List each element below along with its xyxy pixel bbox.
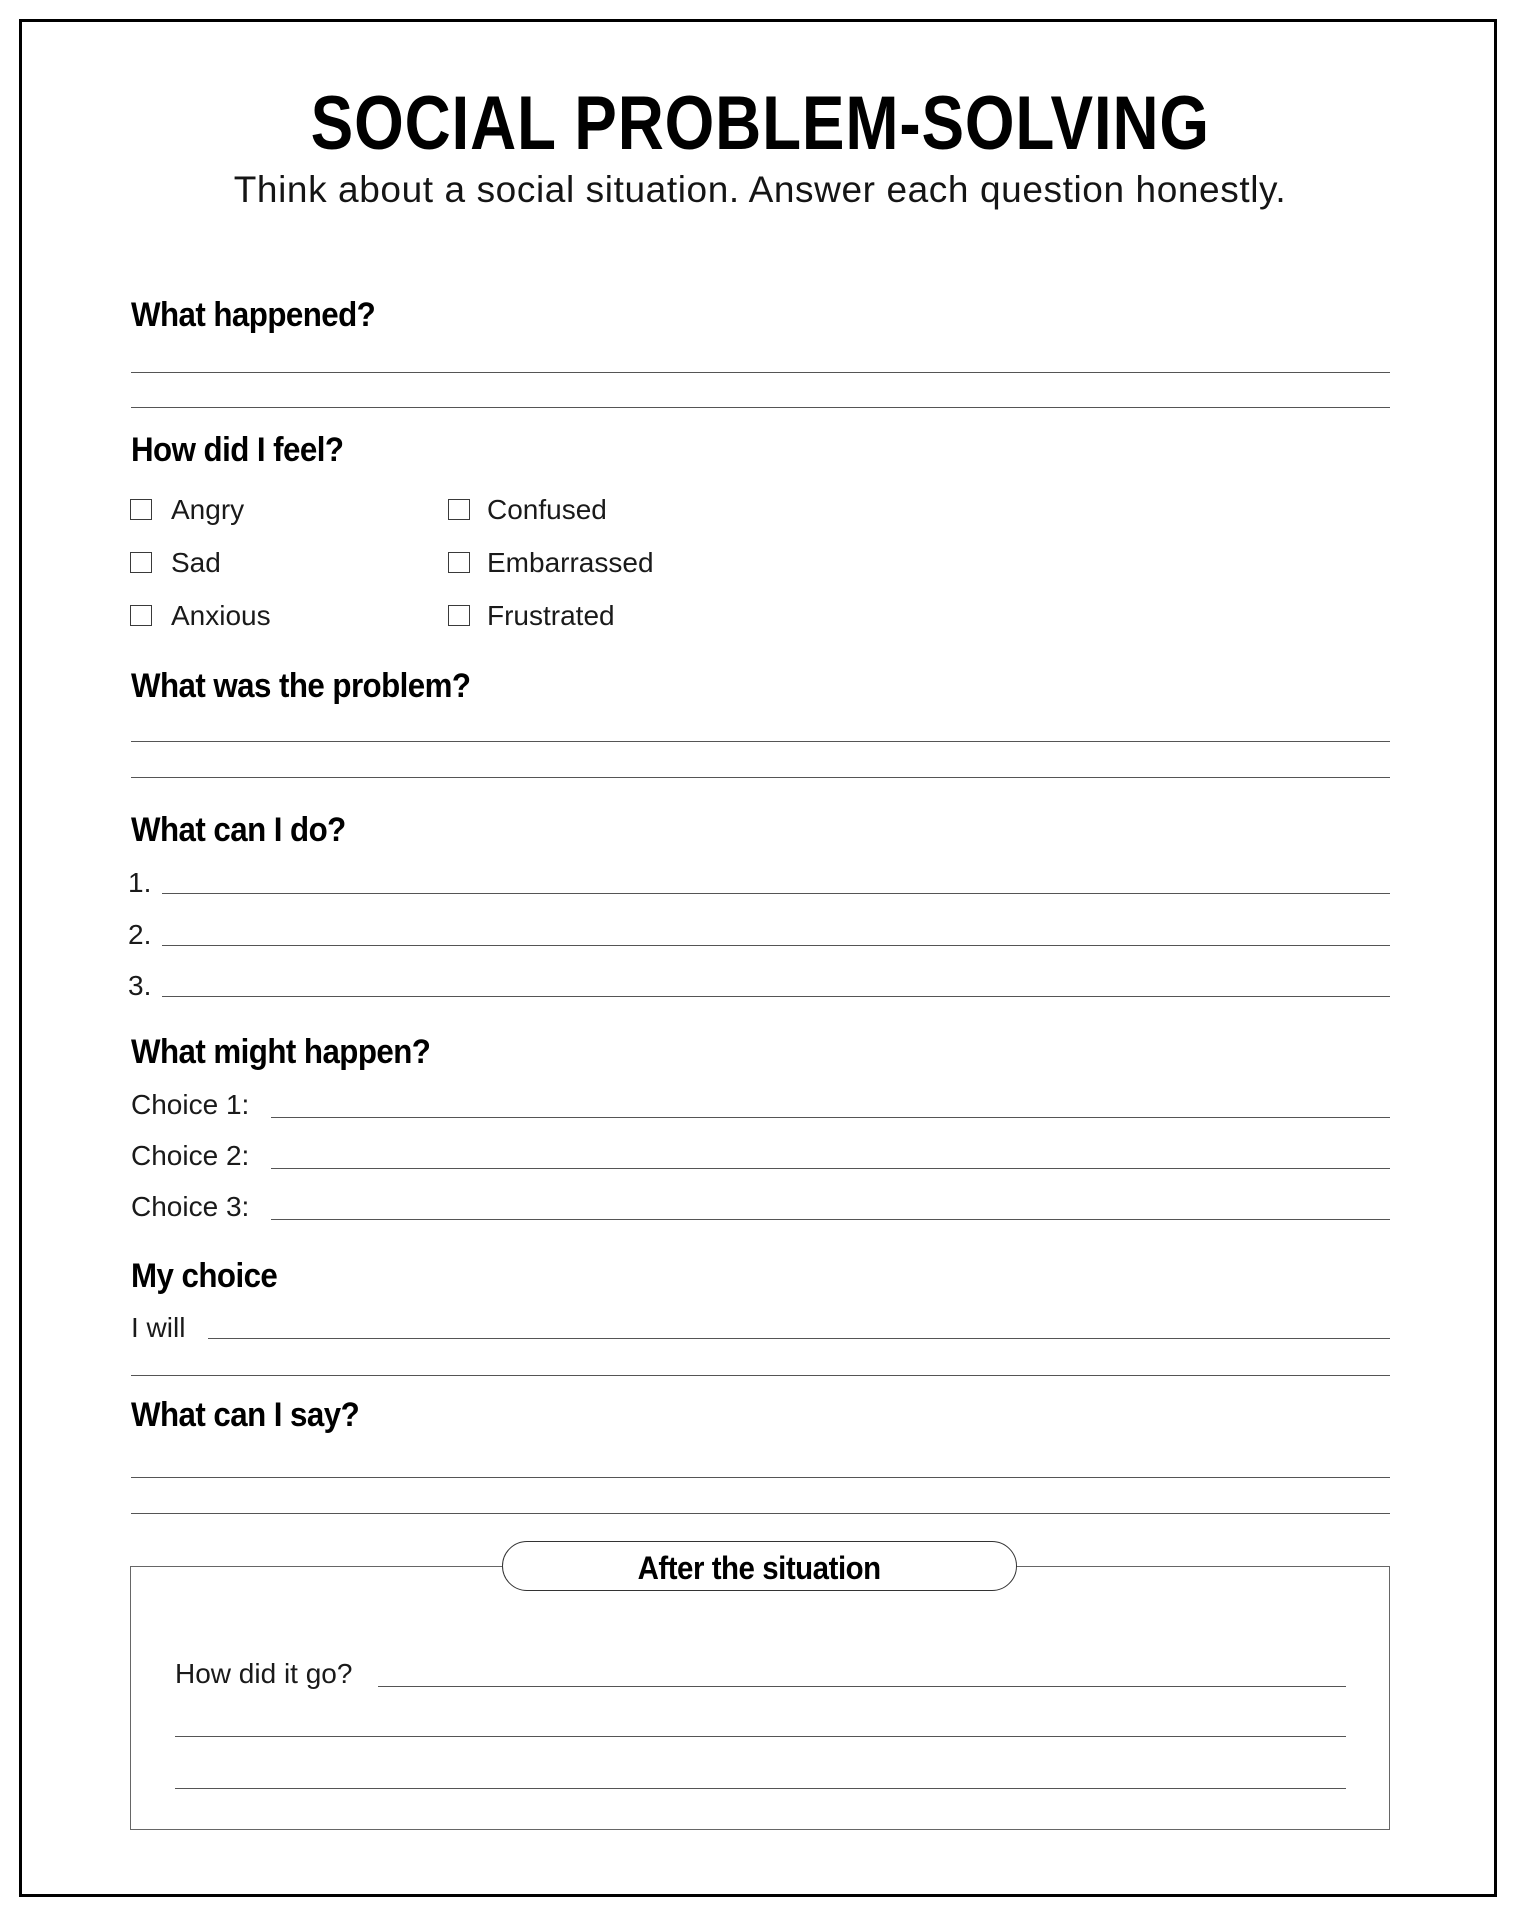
my-choice-prompt: I will xyxy=(131,1312,186,1343)
heading-my-choice xyxy=(131,1259,290,1293)
worksheet-title xyxy=(0,81,1520,166)
choice-label-1: Choice 1: xyxy=(131,1089,250,1120)
checkbox-label-angry: Angry xyxy=(171,494,245,525)
heading-what-can-i-say xyxy=(131,1398,379,1432)
after-situation-box xyxy=(130,1566,1390,1830)
my-choice-line-1[interactable] xyxy=(208,1338,1390,1339)
option-number-1: 1. xyxy=(128,867,152,898)
heading-what-can-i-do xyxy=(131,813,364,847)
choice-label-2: Choice 2: xyxy=(131,1140,250,1171)
problem-line-1[interactable] xyxy=(131,741,1390,742)
say-line-1[interactable] xyxy=(131,1477,1390,1478)
option-line-3[interactable] xyxy=(162,996,1390,997)
checkbox-label-sad: Sad xyxy=(171,547,221,578)
heading-what-can-i-say-text: What can I say? xyxy=(131,1396,360,1434)
how-did-it-go-prompt: How did it go? xyxy=(175,1658,353,1689)
my-choice-line-2[interactable] xyxy=(131,1375,1390,1376)
heading-what-was-the-problem xyxy=(131,669,500,703)
option-line-2[interactable] xyxy=(162,945,1390,946)
say-line-2[interactable] xyxy=(131,1513,1390,1514)
heading-what-was-the-problem-text: What was the problem? xyxy=(131,667,471,705)
how-did-it-go-line-1[interactable] xyxy=(378,1686,1346,1687)
heading-what-happened xyxy=(131,298,396,332)
worksheet-title-text: SOCIAL PROBLEM-SOLVING xyxy=(310,81,1210,166)
option-line-1[interactable] xyxy=(162,893,1390,894)
heading-what-might-happen-text: What might happen? xyxy=(131,1033,431,1071)
checkbox-anxious[interactable] xyxy=(130,605,152,626)
heading-what-happened-text: What happened? xyxy=(131,296,376,334)
checkbox-confused[interactable] xyxy=(448,499,470,520)
checkbox-embarrassed[interactable] xyxy=(448,552,470,573)
after-situation-heading xyxy=(502,1552,1017,1584)
choice-line-3[interactable] xyxy=(271,1219,1390,1220)
checkbox-label-confused: Confused xyxy=(487,494,607,525)
what-happened-line-1[interactable] xyxy=(131,372,1390,373)
problem-line-2[interactable] xyxy=(131,777,1390,778)
heading-how-did-i-feel-text: How did I feel? xyxy=(131,431,344,469)
choice-label-3: Choice 3: xyxy=(131,1191,250,1222)
checkbox-label-frustrated: Frustrated xyxy=(487,600,615,631)
heading-what-can-i-do-text: What can I do? xyxy=(131,811,346,849)
how-did-it-go-line-3[interactable] xyxy=(175,1788,1346,1789)
heading-how-did-i-feel xyxy=(131,433,362,467)
checkbox-angry[interactable] xyxy=(130,499,152,520)
option-number-3: 3. xyxy=(128,970,152,1001)
checkbox-frustrated[interactable] xyxy=(448,605,470,626)
what-happened-line-2[interactable] xyxy=(131,407,1390,408)
choice-line-2[interactable] xyxy=(271,1168,1390,1169)
how-did-it-go-line-2[interactable] xyxy=(175,1736,1346,1737)
checkbox-label-anxious: Anxious xyxy=(171,600,271,631)
checkbox-label-embarrassed: Embarrassed xyxy=(487,547,654,578)
option-number-2: 2. xyxy=(128,919,152,950)
heading-what-might-happen xyxy=(131,1035,456,1069)
heading-my-choice-text: My choice xyxy=(131,1257,278,1295)
choice-line-1[interactable] xyxy=(271,1117,1390,1118)
worksheet-subtitle: Think about a social situation. Answer each question honestly. xyxy=(233,169,1287,210)
checkbox-sad[interactable] xyxy=(130,552,152,573)
after-situation-heading-text: After the situation xyxy=(637,1550,882,1586)
